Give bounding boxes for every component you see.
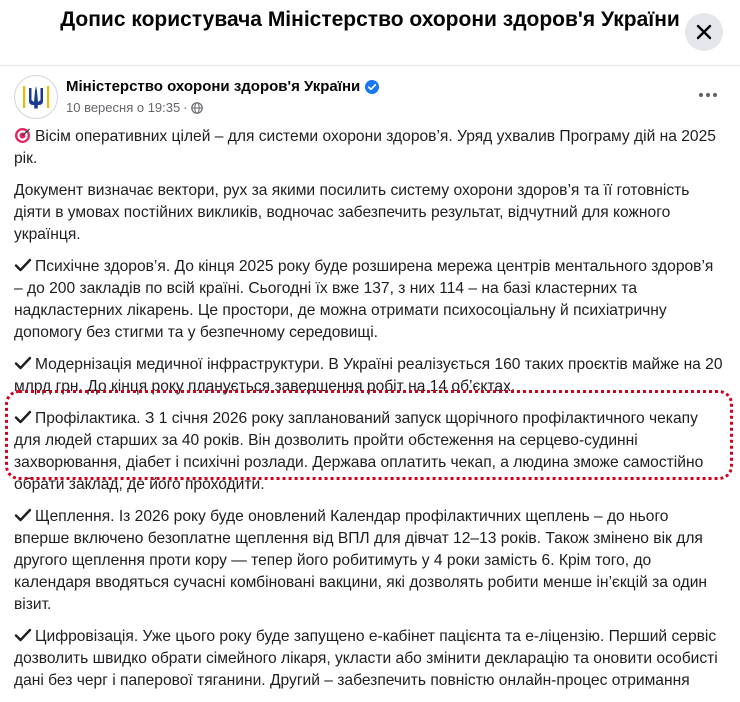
globe-icon <box>191 102 203 114</box>
check-mark-icon <box>14 257 32 273</box>
post-paragraph-text: Профілактика. З 1 січня 2026 року запланований запуск щорічного профілактичного чекапу для людей старших за 40 років. Він дозволить пройти обстеження на серцево-судинні захворювання, діабет і психічні розлади. Держава оплатить чекап, а людина зможе самостійно обрати заклад, де його проходити. <box>14 410 704 493</box>
post-author[interactable]: Міністерство охорони здоров'я України <box>66 78 361 95</box>
post-meta <box>66 100 203 116</box>
more-options-icon <box>698 92 718 98</box>
close-button[interactable] <box>685 13 723 51</box>
post-paragraph-text: Цифровізація. Уже цього року буде запущено е-кабінет пацієнта та е-ліцензію. Перший сервіс дозволить швидко обрати сімейного лікаря, укласти або змінити декларацію та оновити особисті дані без черг і паперової тяганини. Другий – забезпечить повністю онлайн-процес отримання <box>14 628 718 689</box>
post-date[interactable]: 10 вересня о 19:35 <box>66 100 181 115</box>
post-paragraph <box>14 126 726 170</box>
avatar[interactable] <box>14 75 58 119</box>
post-paragraph <box>14 506 726 616</box>
more-options-button[interactable] <box>692 82 724 108</box>
post-paragraph-text: Вісім оперативних цілей – для системи охорони здоров’я. Уряд ухвалив Програму дій на 2025 рік. <box>14 128 716 167</box>
post-paragraph <box>14 256 726 344</box>
post-paragraph: Документ визначає вектори, рух за якими посилить систему охорони здоров’я та її готовність діяти в умовах постійних викликів, водночас забезпечить результат, відчутний для кожного українця. <box>14 182 690 243</box>
ministry-trident-logo <box>21 82 51 112</box>
post-paragraph-text: Модернізація медичної інфраструктури. В Україні реалізується 160 таких проєктів майже на 20 млрд грн. До кінця року планується завершення робіт на 14 об’єктах. <box>14 356 723 395</box>
check-mark-icon <box>14 507 32 523</box>
post-paragraph-text: Щеплення. Із 2026 року буде оновлений Календар профілактичних щеплень – до нього вперше включено безоплатне щеплення від ВПЛ для дівчат 12–13 років. Також змінено вік для другого щеплення проти кору — тепер його робитимуть у 4 роки замість 6. Крім того, до календаря вводяться сучасні комбіновані вакцини, які дозволять робити менше ін’єкцій за один візит. <box>14 508 708 613</box>
target-icon <box>14 127 31 144</box>
dialog-header <box>0 0 740 66</box>
meta-separator: · <box>183 100 188 115</box>
check-mark-icon <box>14 627 32 643</box>
verified-badge-icon <box>365 80 379 94</box>
check-mark-icon <box>14 355 32 371</box>
post-paragraph <box>14 626 726 692</box>
post-paragraph-text: Психічне здоров’я. До кінця 2025 року буде розширена мережа центрів ментального здоров’я – до 200 закладів по всій країні. Сьогодні їх вже 137, з них 114 – на базі кластерних та надкластерних лікарень. Це простори, де можна отримати психосоціальну й психіатричну допомогу без стигми та у безпечному середовищі. <box>14 258 714 341</box>
highlight-annotation <box>5 390 733 480</box>
close-icon <box>696 24 712 40</box>
post-header <box>0 70 740 124</box>
dialog-title: Допис користувача Міністерство охорони здоров'я України <box>60 8 680 31</box>
